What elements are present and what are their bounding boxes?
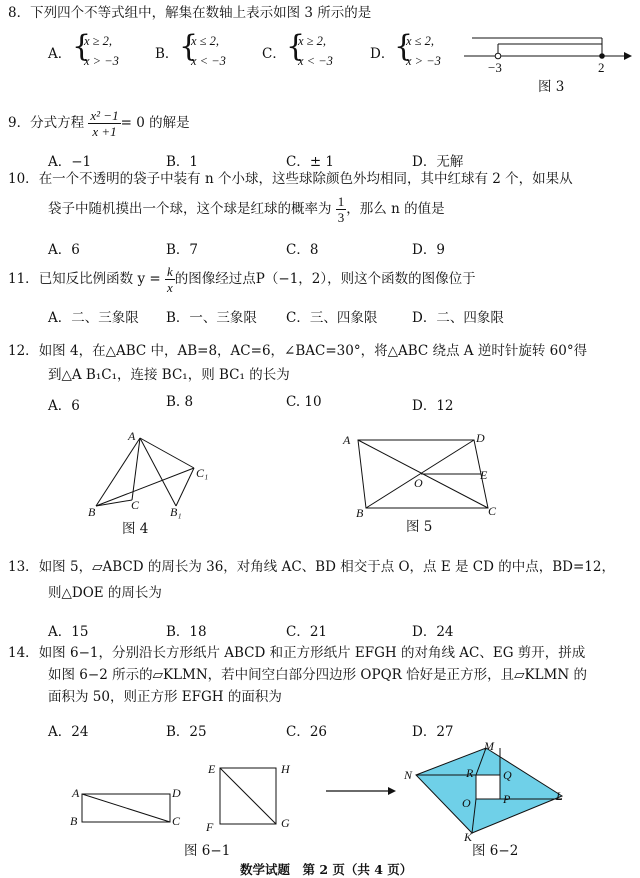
q9-number: 9． bbox=[8, 115, 31, 131]
q10-option-d[interactable]: D．9 bbox=[412, 242, 445, 258]
fig5-label-D: D bbox=[476, 431, 485, 445]
fig5-caption: 图 5 bbox=[406, 519, 433, 535]
fig62-caption: 图 6−2 bbox=[472, 843, 519, 859]
q9-frac-den: x +1 bbox=[92, 124, 117, 139]
q14-option-a[interactable]: A．24 bbox=[48, 724, 89, 740]
q14-line2: 如图 6−2 所示的▱KLMN，若中间空白部分四边形 OPQR 恰好是正方形，且▱KLMN 的 bbox=[48, 667, 587, 683]
seg-BC bbox=[96, 500, 132, 506]
q8-option-d-line2: x > −3 bbox=[406, 54, 441, 68]
fig4-label-B: B bbox=[88, 505, 96, 519]
q10-line2 bbox=[48, 194, 445, 225]
diag-EG bbox=[220, 768, 276, 824]
q8-stem bbox=[8, 4, 371, 22]
fig5-label-C: C bbox=[488, 504, 497, 518]
q14-option-b[interactable]: B．25 bbox=[166, 724, 207, 740]
square-OPQR bbox=[476, 775, 500, 799]
q12-option-a[interactable]: A．6 bbox=[48, 398, 80, 414]
axis-label-right: 2 bbox=[598, 60, 605, 75]
page-footer: 数学试题 第 2 页（共 4 页） bbox=[240, 862, 413, 877]
q11-option-b[interactable]: B．一、三象限 bbox=[166, 310, 257, 326]
q8-option-c-line1: x ≥ 2, bbox=[298, 34, 327, 48]
q11-stem bbox=[8, 264, 476, 295]
q12-option-d[interactable]: D．12 bbox=[412, 398, 454, 414]
q10-text-2a: 袋子中随机摸出一个球，这个球是红球的概率为 bbox=[48, 201, 332, 217]
fig61-label-H: H bbox=[281, 762, 290, 776]
q11-text-b: 的图像经过点P（−1，2），则这个函数的图像位于 bbox=[174, 271, 476, 287]
axis-label-left: −3 bbox=[488, 60, 502, 75]
q8-option-b-letter: B． bbox=[155, 46, 179, 62]
fig62-label-O: O bbox=[462, 796, 471, 810]
fig5-label-O: O bbox=[414, 476, 423, 490]
brace: { bbox=[394, 29, 414, 64]
q13-option-c[interactable]: C．21 bbox=[286, 624, 328, 640]
q11-fraction bbox=[165, 264, 175, 295]
q10-option-b[interactable]: B．7 bbox=[166, 242, 199, 258]
q13-text-1: 如图 5，▱ABCD 的周长为 36，对角线 AC、BD 相交于点 O，点 E 是 CD 的中点，BD=12， bbox=[38, 559, 615, 575]
q9-text-b: = 0 的解是 bbox=[120, 115, 190, 131]
transform-arrow-icon bbox=[324, 784, 398, 798]
q13-number: 13． bbox=[8, 559, 39, 575]
q8-option-d-letter: D． bbox=[370, 46, 395, 62]
q8-number: 8． bbox=[8, 5, 31, 21]
q9-frac-num: x² −1 bbox=[90, 108, 119, 123]
q8-option-a-line2: x > −3 bbox=[84, 54, 119, 68]
brace: { bbox=[72, 29, 92, 64]
fig62-label-N: N bbox=[404, 768, 413, 782]
q11-option-a[interactable]: A．二、三象限 bbox=[48, 310, 139, 326]
fig4-label-C1: C₁ bbox=[196, 466, 209, 480]
q8-option-b-line1: x ≤ 2, bbox=[191, 34, 220, 48]
fig62-label-P: P bbox=[503, 792, 511, 806]
q14-option-c[interactable]: C．26 bbox=[286, 724, 328, 740]
q8-option-a-letter: A． bbox=[48, 46, 72, 62]
brace: { bbox=[179, 29, 199, 64]
q11-number: 11． bbox=[8, 271, 39, 287]
q9-option-b[interactable]: B．1 bbox=[166, 154, 199, 170]
brace: { bbox=[286, 29, 306, 64]
q9-text-a: 分式方程 bbox=[30, 115, 85, 131]
fig62-label-K: K bbox=[464, 830, 473, 844]
q8-option-b-line2: x < −3 bbox=[191, 54, 226, 68]
q13-option-b[interactable]: B．18 bbox=[166, 624, 207, 640]
fig62-label-R: R bbox=[466, 766, 474, 780]
fig61-label-C: C bbox=[172, 814, 181, 828]
q14-number: 14． bbox=[8, 645, 39, 661]
fig62-label-Q: Q bbox=[503, 768, 512, 782]
q14-option-d[interactable]: D．27 bbox=[412, 724, 454, 740]
fig4-label-A: A bbox=[128, 429, 136, 443]
q10-fraction bbox=[336, 194, 347, 225]
q13-option-d[interactable]: D．24 bbox=[412, 624, 454, 640]
q10-line1 bbox=[8, 170, 573, 188]
q8-text: 下列四个不等式组中，解集在数轴上表示如图 3 所示的是 bbox=[30, 5, 372, 21]
q9-option-c[interactable]: C．± 1 bbox=[286, 154, 335, 170]
axis-arrow bbox=[624, 52, 632, 60]
q10-text-1: 在一个不透明的袋子中装有 n 个小球，这些球除颜色外均相同，其中红球有 2 个，如果从 bbox=[38, 171, 573, 187]
q12-text-1: 如图 4，在△ABC 中，AB=8，AC=6，∠BAC=30°，将△ABC 绕点 A 逆时针旋转 60°得 bbox=[38, 343, 588, 359]
fig61-caption: 图 6−1 bbox=[184, 843, 231, 859]
q10-number: 10． bbox=[8, 171, 39, 187]
fig61-label-B: B bbox=[70, 814, 78, 828]
fig61-label-G: G bbox=[281, 816, 290, 830]
q10-frac-num: 1 bbox=[337, 194, 345, 209]
fig5-label-A: A bbox=[343, 433, 351, 447]
q9-option-a[interactable]: A．−1 bbox=[48, 154, 92, 170]
q13-line2: 则△DOE 的周长为 bbox=[48, 585, 162, 601]
open-dot bbox=[495, 53, 501, 59]
q11-frac-den: x bbox=[167, 280, 173, 295]
fig61-label-A: A bbox=[72, 786, 80, 800]
q9-option-d[interactable]: D．无解 bbox=[412, 154, 464, 170]
q10-option-a[interactable]: A．6 bbox=[48, 242, 80, 258]
q10-text-2b: ，那么 n 的值是 bbox=[346, 201, 445, 217]
q12-line1 bbox=[8, 342, 587, 360]
figure-4 bbox=[80, 428, 240, 528]
q11-option-d[interactable]: D．二、四象限 bbox=[412, 310, 504, 326]
closed-dot bbox=[599, 53, 605, 59]
q12-line2: 到△A B₁C₁，连接 BC₁，则 BC₁ 的长为 bbox=[48, 367, 290, 383]
diag-AC bbox=[82, 794, 170, 822]
q9-fraction bbox=[88, 108, 120, 139]
fig61-label-D: D bbox=[172, 786, 181, 800]
q8-option-a-line1: x ≥ 2, bbox=[84, 34, 113, 48]
q11-frac-num: k bbox=[167, 264, 173, 279]
q14-line1 bbox=[8, 644, 585, 662]
fig62-label-M: M bbox=[484, 739, 494, 753]
fig5-label-B: B bbox=[356, 506, 364, 520]
fig3-caption: 图 3 bbox=[538, 79, 565, 95]
q14-line3: 面积为 50，则正方形 EFGH 的面积为 bbox=[48, 689, 282, 705]
seg-BC1 bbox=[96, 468, 194, 506]
q12-number: 12． bbox=[8, 343, 39, 359]
fig61-label-F: F bbox=[206, 820, 214, 834]
q10-option-c[interactable]: C．8 bbox=[286, 242, 319, 258]
seg-AB bbox=[96, 438, 140, 506]
fig61-label-E: E bbox=[208, 762, 216, 776]
q10-frac-den: 3 bbox=[337, 210, 345, 225]
fig4-caption: 图 4 bbox=[122, 521, 149, 537]
q11-text-a: 已知反比例函数 y = bbox=[38, 271, 161, 287]
q8-option-c-line2: x < −3 bbox=[298, 54, 333, 68]
q13-line1 bbox=[8, 558, 615, 576]
fig5-label-E: E bbox=[480, 468, 488, 482]
q12-option-c[interactable]: C. 10 bbox=[286, 394, 322, 410]
q14-text-1: 如图 6−1，分别沿长方形纸片 ABCD 和正方形纸片 EFGH 的对角线 AC、EG 剪开，拼成 bbox=[38, 645, 586, 661]
q8-option-d-line1: x ≤ 2, bbox=[406, 34, 435, 48]
fig4-label-B1: B₁ bbox=[170, 505, 182, 519]
fig4-label-C: C bbox=[131, 498, 140, 512]
q9-stem bbox=[8, 108, 190, 139]
q13-option-a[interactable]: A．15 bbox=[48, 624, 89, 640]
fig62-label-L: L bbox=[556, 789, 563, 803]
q12-option-b[interactable]: B. 8 bbox=[166, 394, 194, 410]
q11-option-c[interactable]: C．三、四象限 bbox=[286, 310, 378, 326]
q8-option-c-letter: C． bbox=[262, 46, 286, 62]
